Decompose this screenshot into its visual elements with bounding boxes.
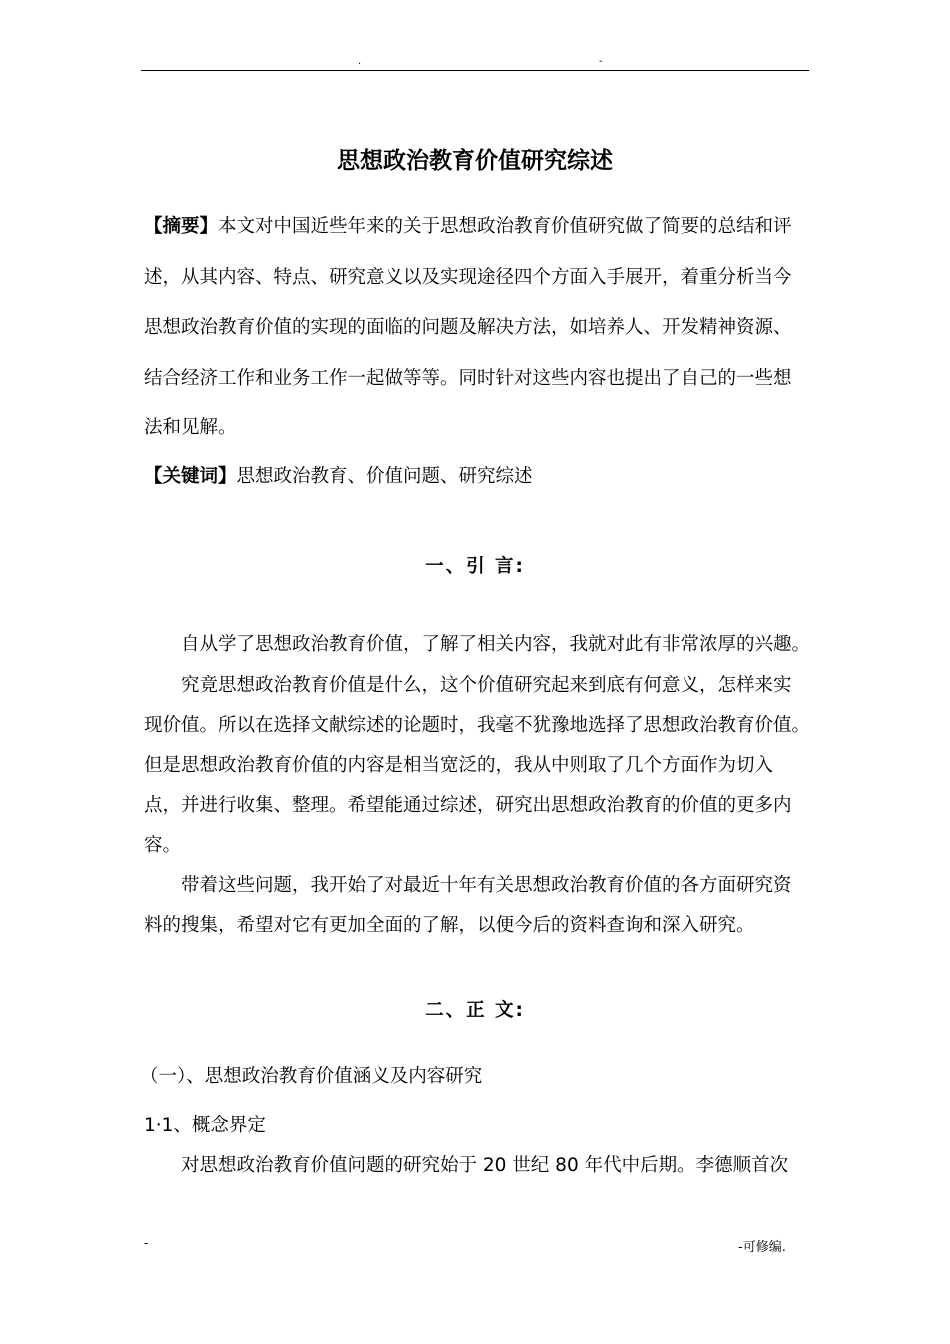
header-rule (141, 70, 809, 71)
paragraph-line: 带着这些问题，我开始了对最近十年有关思想政治教育价值的各方面研究资 (181, 875, 792, 896)
abstract-label: 【摘要】 (144, 216, 219, 237)
keywords-text: 思想政治教育、价值问题、研究综述 (236, 466, 533, 487)
paragraph-line: 自从学了思想政治教育价值，了解了相关内容，我就对此有非常浓厚的兴趣。 (181, 634, 811, 655)
abstract-line: 法和见解。 (144, 417, 237, 438)
keywords-line (144, 464, 533, 490)
paragraph-line: 容。 (144, 835, 182, 856)
paragraph-line: 料的搜集，希望对它有更加全面的了解，以便今后的资料查询和深入研究。 (144, 915, 755, 936)
abstract-line: 述，从其内容、特点、研究意义以及实现途径四个方面入手展开，着重分析当今 (144, 267, 792, 288)
paragraph-line: 点，并进行收集、整理。希望能通过综述，研究出思想政治教育的价值的更多内 (144, 795, 792, 816)
keywords-label: 【关键词】 (144, 466, 237, 487)
footer-left-mark: - (144, 1236, 149, 1250)
abstract-line: 结合经济工作和业务工作一起做等等。同时针对这些内容也提出了自己的一些想 (144, 368, 792, 389)
abstract-line: 思想政治教育价值的实现的面临的问题及解决方法，如培养人、开发精神资源、 (144, 317, 792, 338)
abstract-text: 本文对中国近些年来的关于思想政治教育价值研究做了简要的总结和评 (218, 216, 792, 237)
section-heading-body: 二、正 文: (425, 1000, 525, 1021)
paragraph-line: 对思想政治教育价值问题的研究始于 20 世纪 80 年代中后期。李德顺首次 (181, 1155, 789, 1176)
footer-editable-note: -可修编. (738, 1240, 786, 1255)
paragraph-line: 但是思想政治教育价值的内容是相当宽泛的，我从中则取了几个方面作为切入 (144, 755, 774, 776)
paragraph-line: 究竟思想政治教育价值是什么，这个价值研究起来到底有何意义，怎样来实 (181, 675, 792, 696)
section-heading-intro: 一、引 言: (425, 556, 525, 577)
abstract-line (144, 214, 792, 240)
header-mark-right: - (599, 56, 603, 67)
subsubsection-heading: 1·1、概念界定 (144, 1115, 266, 1136)
document-title: 思想政治教育价值研究综述 (337, 148, 613, 174)
subsection-heading: （一）、思想政治教育价值涵义及内容研究 (140, 1066, 483, 1087)
paragraph-line: 现价值。所以在选择文献综述的论题时，我毫不犹豫地选择了思想政治教育价值。 (144, 715, 811, 736)
header-mark-left: . (358, 56, 362, 67)
